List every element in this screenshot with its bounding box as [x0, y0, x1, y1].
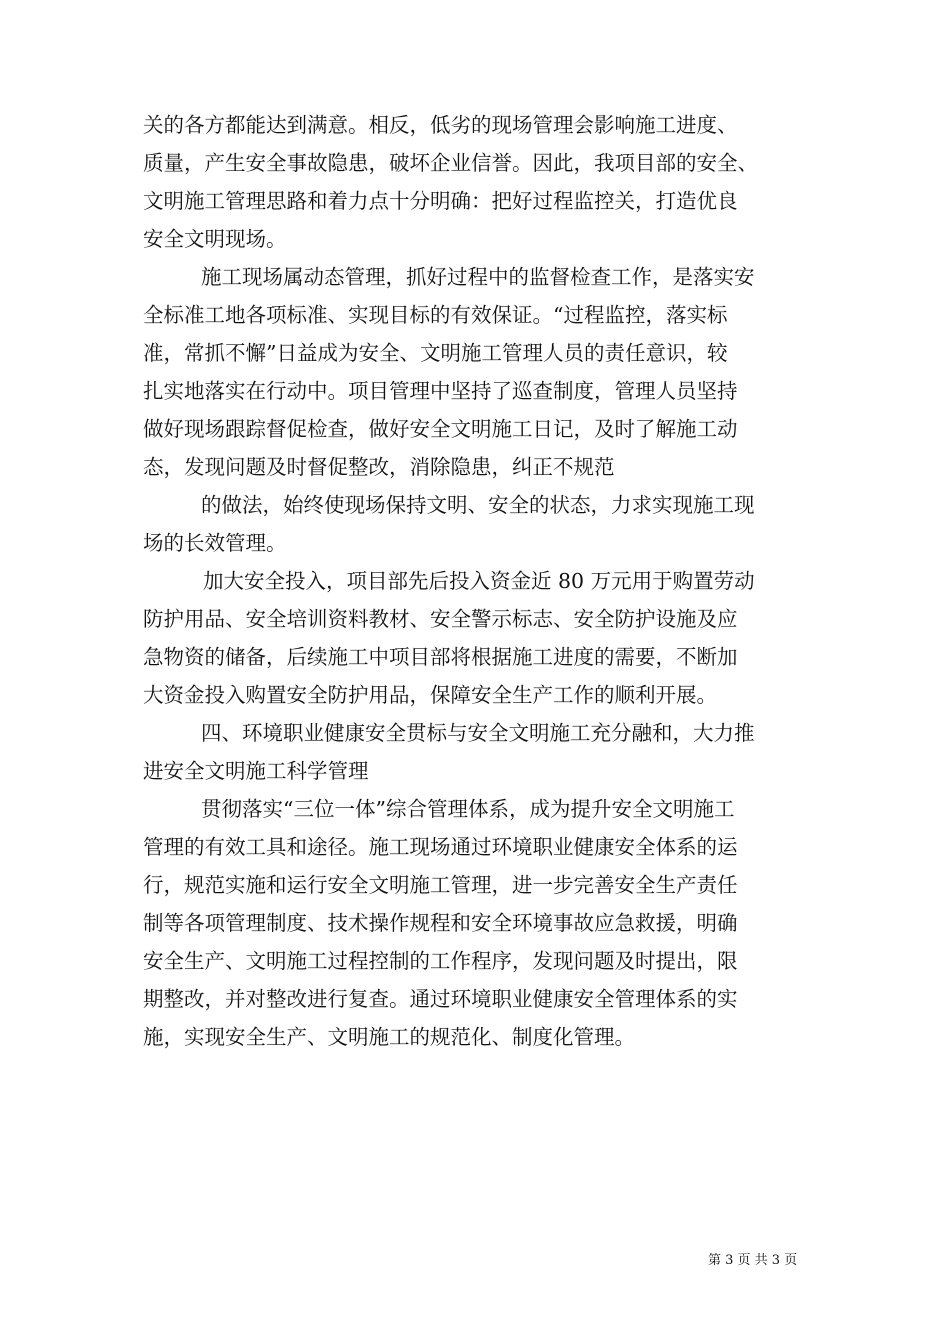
text-line: 的做法，始终使现场保持文明、安全的状态，力求实现施工现 — [201, 493, 755, 517]
text-line: 关的各方都能达到满意。相反，低劣的现场管理会影响施工进度、 — [143, 113, 738, 137]
text-line: 加大安全投入，项目部先后投入资金近 80 万元用于购置劳动 — [203, 569, 755, 593]
text-line: 安全生产、文明施工过程控制的工作程序，发现问题及时提出，限 — [143, 949, 738, 973]
text-line: 期整改，并对整改进行复查。通过环境职业健康安全管理体系的实 — [143, 987, 738, 1011]
text-line: 扎实地落实在行动中。项目管理中坚持了巡查制度，管理人员坚持 — [143, 379, 738, 403]
text-line: 施工现场属动态管理，抓好过程中的监督检查工作，是落实安 — [201, 265, 755, 289]
text-line: 质量，产生安全事故隐患，破坏企业信誉。因此，我项目部的安全、 — [143, 151, 758, 175]
text-line: 防护用品、安全培训资料教材、安全警示标志、安全防护设施及应 — [143, 607, 738, 631]
text-line: 场的长效管理。 — [143, 531, 287, 555]
text-line: 制等各项管理制度、技术操作规程和安全环境事故应急救援，明确 — [143, 911, 738, 935]
text-line: 态，发现问题及时督促整改，消除隐患，纠正不规范 — [143, 455, 615, 479]
page-number-footer: 第 3 页 共 3 页 — [708, 1253, 798, 1268]
text-line: 行，规范实施和运行安全文明施工管理，进一步完善安全生产责任 — [143, 873, 738, 897]
document-body — [143, 106, 813, 1056]
text-line: 管理的有效工具和途径。施工现场通过环境职业健康安全体系的运 — [143, 835, 738, 859]
text-line: 文明施工管理思路和着力点十分明确：把好过程监控关，打造优良 — [143, 189, 738, 213]
text-line: 安全文明现场。 — [143, 227, 287, 251]
text-line: 准，常抓不懈”日益成为安全、文明施工管理人员的责任意识，较 — [143, 341, 728, 365]
section-heading-line: 进安全文明施工科学管理 — [143, 759, 369, 783]
text-line: 急物资的储备，后续施工中项目部将根据施工进度的需要，不断加 — [143, 645, 738, 669]
text-line: 做好现场跟踪督促检查，做好安全文明施工日记，及时了解施工动 — [143, 417, 738, 441]
text-line: 全标准工地各项标准、实现目标的有效保证。“过程监控，落实标 — [143, 303, 728, 327]
section-heading-line: 四、环境职业健康安全贯标与安全文明施工充分融和，大力推 — [201, 721, 755, 745]
text-line: 大资金投入购置安全防护用品，保障安全生产工作的顺利开展。 — [143, 683, 717, 707]
text-line: 贯彻落实“三位一体”综合管理体系，成为提升安全文明施工 — [201, 797, 735, 821]
text-line: 施，实现安全生产、文明施工的规范化、制度化管理。 — [143, 1025, 635, 1049]
